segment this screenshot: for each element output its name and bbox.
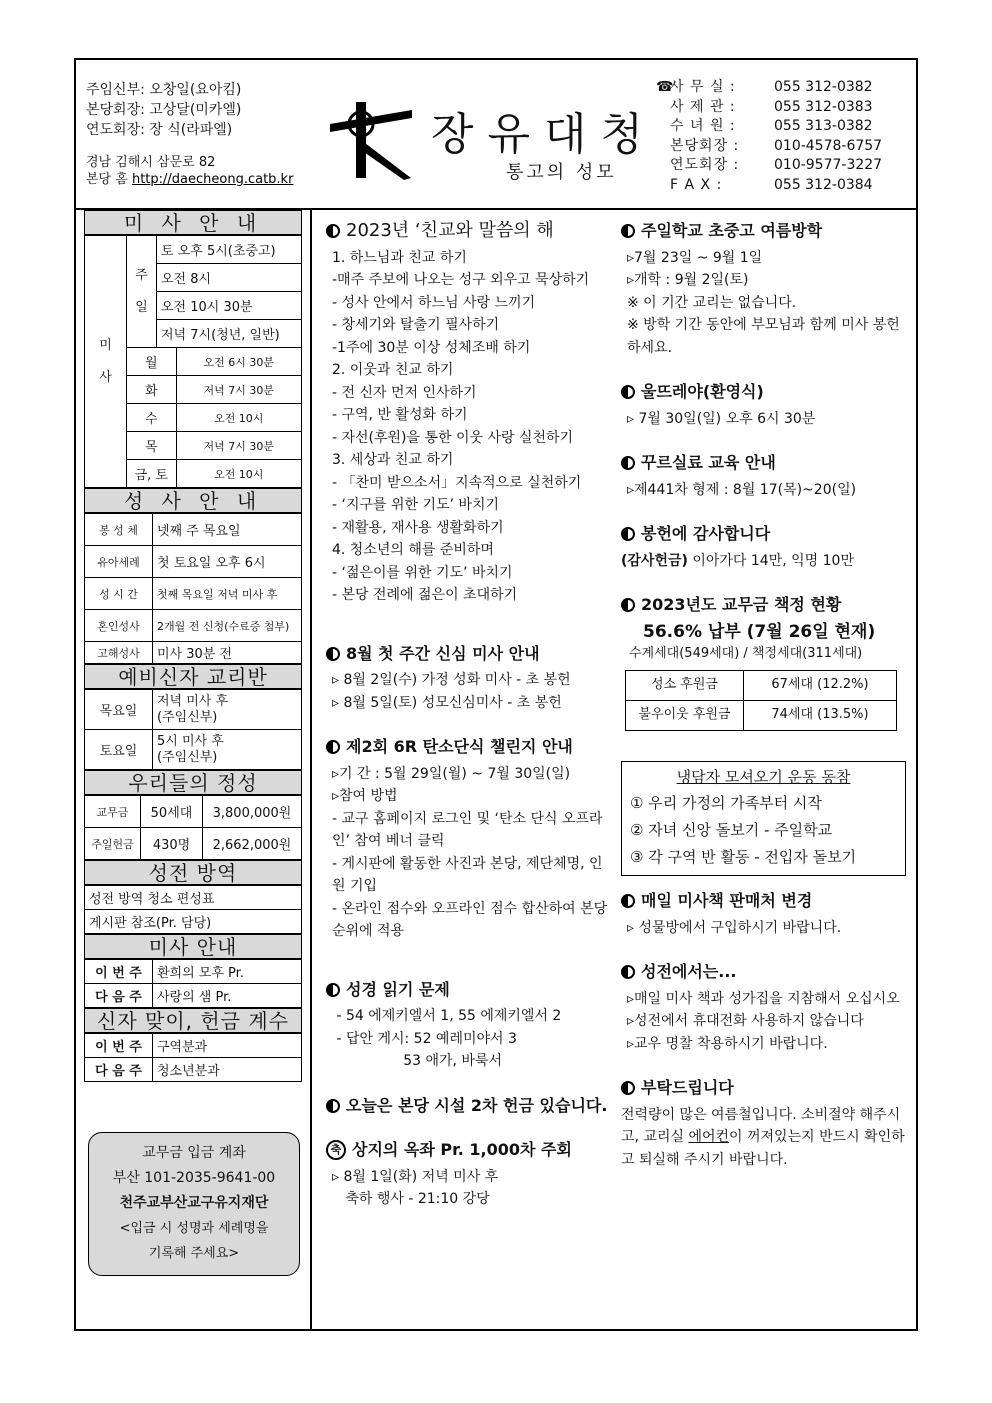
offering-name: 주일헌금 bbox=[85, 828, 141, 860]
text-line: 축하 행사 - 21:10 강당 bbox=[332, 1191, 490, 1207]
account-number: 부산 101-2035-9641-00 bbox=[112, 1170, 276, 1186]
sacrament-info: 첫째 목요일 저녁 미사 후 bbox=[153, 578, 302, 610]
section-body bbox=[621, 988, 906, 1056]
text-line: ▹ 성물방에서 구입하시기 바랍니다. bbox=[627, 919, 842, 936]
weekday-name: 수 bbox=[127, 404, 177, 432]
defense-line: 게시판 참조(Pr. 담당) bbox=[85, 910, 302, 934]
bulletin-frame bbox=[74, 58, 918, 1331]
section-cursillo bbox=[621, 452, 906, 501]
text-line: 2. 이웃과 친교 하기 bbox=[332, 362, 454, 378]
text-line: ▹매일 미사 책과 성가집을 지참해서 오십시오 bbox=[627, 990, 900, 1007]
text-line: - 답안 게시: 52 예레미야서 3 bbox=[332, 1030, 517, 1047]
text-line: - 54 에제키엘서 1, 55 에제키엘서 2 bbox=[332, 1008, 562, 1024]
text-line: - ‘젊은이를 위한 기도’ 바치기 bbox=[332, 564, 513, 581]
request-text-post: 이 꺼져있는지 반드시 확인하고 퇴실해 주시기 바랍니다. bbox=[621, 1129, 905, 1168]
text-line: 3. 세상과 친교 하기 bbox=[332, 452, 454, 468]
contact-value: 055 312-0383 bbox=[774, 98, 873, 115]
defense-table bbox=[84, 885, 302, 934]
text-line: ※ 방학 기간 동안에 부모님과 함께 미사 봉헌하세요. bbox=[627, 317, 900, 356]
half-circle-icon bbox=[326, 740, 340, 754]
text-line: ▹참여 방법 bbox=[332, 788, 398, 804]
header bbox=[76, 60, 916, 210]
campaign-line: ③ 각 구역 반 활동 - 전입자 돌보기 bbox=[630, 848, 857, 866]
half-circle-icon bbox=[326, 1099, 340, 1113]
section-body bbox=[621, 247, 906, 360]
telephone-icon bbox=[656, 137, 670, 157]
section-title bbox=[326, 736, 616, 759]
mass-section-title: 미 사 안 내 bbox=[84, 210, 302, 235]
text-line: - 본당 전례에 젊은이 초대하기 bbox=[332, 587, 518, 603]
weekday-time: 오전 10시 bbox=[176, 460, 301, 488]
section-title bbox=[621, 220, 906, 243]
text-line: - 창세기와 탈출기 필사하기 bbox=[332, 317, 500, 333]
right-column bbox=[621, 220, 906, 1193]
request-text-underlined: 에어컨 bbox=[688, 1129, 730, 1145]
section-praesidium bbox=[326, 1139, 616, 1211]
campaign-title: 냉담자 모셔오기 운동 동참 bbox=[676, 767, 851, 786]
text-line: - 구역, 반 활성화 하기 bbox=[332, 407, 468, 423]
text-line: 1. 하느님과 친교 하기 bbox=[332, 249, 467, 266]
defense-section-title: 성전 방역 bbox=[84, 860, 302, 885]
address: 경남 김해시 삼문로 82 bbox=[86, 155, 216, 170]
telephone-icon bbox=[656, 117, 670, 137]
weekday-time: 저녁 7시 30분 bbox=[176, 432, 301, 460]
contact-row bbox=[656, 78, 882, 98]
section-title-text: 봉헌에 감사합니다 bbox=[641, 524, 771, 543]
text-line: - 재활용, 재사용 생활화하기 bbox=[332, 519, 504, 536]
section-carbon bbox=[326, 736, 616, 943]
sunday-row: 오전 10시 30분 bbox=[157, 292, 302, 320]
offering-count: 50세대 bbox=[141, 796, 203, 828]
catechumen-info: 저녁 미사 후 (주임신부) bbox=[153, 690, 302, 730]
request-text-pre: 전력량이 많은 여름철입니다. 소비절약 해주시고, 교리실 bbox=[621, 1106, 901, 1145]
support-value: 67세대 (12.2%) bbox=[744, 670, 897, 700]
offering-table bbox=[84, 795, 302, 860]
campaign-line: ① 우리 가정의 가족부터 시작 bbox=[630, 794, 822, 812]
half-circle-icon bbox=[621, 894, 635, 908]
half-circle-icon bbox=[621, 965, 635, 979]
section-title bbox=[326, 1139, 616, 1162]
section-title-text: 성경 읽기 문제 bbox=[346, 979, 450, 999]
section-body bbox=[326, 1005, 616, 1073]
offering-section-title: 우리들의 정성 bbox=[84, 770, 302, 795]
left-column bbox=[84, 210, 302, 1082]
greet-when: 다 음 주 bbox=[85, 1058, 153, 1082]
contact-row bbox=[656, 117, 882, 137]
contact-row bbox=[656, 156, 882, 176]
section-title-text: 주일학교 초중고 여름방학 bbox=[641, 221, 823, 240]
defense-line: 성전 방역 청소 편성표 bbox=[85, 886, 302, 910]
contact-value: 010-4578-6757 bbox=[774, 137, 883, 154]
mass2-when: 이 번 주 bbox=[85, 960, 153, 984]
section-title-text: 제2회 6R 탄소단식 챌린지 안내 bbox=[346, 737, 573, 756]
text-line: ▹개학 : 9월 2일(토) bbox=[627, 272, 749, 288]
text-line: ※ 이 기간 교리는 없습니다. bbox=[627, 294, 797, 311]
half-circle-icon bbox=[621, 456, 635, 470]
support-name: 성소 후원금 bbox=[626, 670, 744, 700]
contact-label: 사 제 관 : bbox=[670, 98, 736, 115]
homepage bbox=[86, 171, 293, 188]
sacrament-name: 유아세례 bbox=[85, 546, 153, 578]
contact-row bbox=[656, 176, 882, 196]
text-line: ▹7월 23일 ~ 9월 1일 bbox=[627, 249, 763, 266]
section-body bbox=[621, 479, 906, 502]
mass2-what: 사랑의 샘 Pr. bbox=[153, 984, 302, 1008]
section-thanks bbox=[621, 523, 906, 572]
weekday-time: 오전 10시 bbox=[176, 404, 301, 432]
text-line: ▹ 8월 5일(토) 성모신심미사 - 초 봉헌 bbox=[332, 694, 562, 711]
sunday-label: 주 일 bbox=[127, 236, 157, 348]
section-title bbox=[621, 890, 906, 913]
mass2-when: 다 음 주 bbox=[85, 984, 153, 1008]
campaign-box bbox=[621, 761, 906, 877]
greet-when: 이 번 주 bbox=[85, 1034, 153, 1058]
campaign-line: ② 자녀 신앙 돌보기 - 주일학교 bbox=[630, 821, 833, 839]
sunday-row: 오전 8시 bbox=[157, 264, 302, 292]
thanks-label: (감사헌금) bbox=[621, 552, 688, 569]
greet-what: 청소년분과 bbox=[153, 1058, 302, 1082]
contact-value: 010-9577-3227 bbox=[774, 157, 883, 173]
telephone-icon bbox=[656, 98, 670, 118]
section-bible bbox=[326, 979, 616, 1073]
section-request bbox=[621, 1077, 906, 1171]
section-title-text: 오늘은 본당 시설 2차 헌금 있습니다. bbox=[346, 1095, 608, 1115]
catechumen-table bbox=[84, 689, 302, 770]
text-line: ▹ 7월 30일(일) 오후 6시 30분 bbox=[627, 410, 816, 427]
sacrament-info: 첫 토요일 오후 6시 bbox=[153, 546, 302, 578]
section-body bbox=[326, 669, 616, 714]
catechumen-day: 토요일 bbox=[85, 730, 153, 770]
section-missal bbox=[621, 890, 906, 939]
offering-name: 교무금 bbox=[85, 796, 141, 828]
bulletin-title: 장유대청 bbox=[431, 109, 658, 160]
thanks-line bbox=[621, 550, 906, 573]
text-line: - ‘지구를 위한 기도’ 바치기 bbox=[332, 497, 499, 513]
section-year-theme bbox=[326, 220, 616, 607]
homepage-label: 본당 홈 bbox=[86, 172, 128, 187]
sacrament-name: 고해성사 bbox=[85, 642, 153, 664]
telephone-icon: ☎ bbox=[656, 79, 674, 95]
greet-table bbox=[84, 1033, 302, 1082]
council-head: 본당회장: 고상달(미카엘) bbox=[86, 102, 242, 118]
text-line: - 성사 안에서 하느님 사랑 느끼기 bbox=[332, 294, 536, 311]
section-title bbox=[621, 381, 906, 404]
sacrament-section-title: 성 사 안 내 bbox=[84, 488, 302, 513]
celebration-icon: 축 bbox=[326, 1140, 346, 1160]
section-title-text: 매일 미사책 판매처 변경 bbox=[641, 891, 813, 910]
sunday-row: 토 오후 5시(초중고) bbox=[157, 236, 302, 264]
header-left bbox=[86, 80, 293, 188]
section-title bbox=[621, 1077, 906, 1100]
text-line: 53 애가, 바룩서 bbox=[332, 1053, 502, 1069]
text-line: - 「찬미 받으소서」지속적으로 실천하기 bbox=[332, 474, 582, 491]
catechumen-section-title: 예비신자 교리반 bbox=[84, 664, 302, 689]
section-title bbox=[621, 452, 906, 475]
section-title-text: 8월 첫 주간 신심 미사 안내 bbox=[346, 643, 540, 663]
mass-label: 미 사 bbox=[85, 236, 127, 488]
sacrament-info: 넷째 주 목요일 bbox=[153, 514, 302, 546]
contact-label: 연도회장 : bbox=[670, 157, 740, 173]
account-note2: 기록해 주세요> bbox=[148, 1246, 240, 1261]
contact-value: 055 312-0382 bbox=[774, 79, 873, 95]
account-holder: 천주교부산교구유지재단 bbox=[119, 1195, 269, 1211]
section-body bbox=[621, 917, 906, 940]
sunday-row: 저녁 7시(청년, 일반) bbox=[157, 320, 302, 348]
text-line: - 교구 홈페이지 로그인 및 ‘탄소 단식 오프라인’ 참여 베너 클릭 bbox=[332, 810, 603, 849]
contact-label: 사 무 실 : bbox=[670, 79, 736, 95]
section-title bbox=[326, 643, 616, 666]
section-ultreya bbox=[621, 381, 906, 430]
section-title bbox=[326, 1095, 616, 1118]
account-title: 교무금 입금 계좌 bbox=[142, 1145, 246, 1161]
greet-what: 구역분과 bbox=[153, 1034, 302, 1058]
catechumen-day: 목요일 bbox=[85, 690, 153, 730]
sacrament-name: 봉 성 체 bbox=[85, 514, 153, 546]
text-line: ▹제441차 형제 : 8월 17(목)~20(일) bbox=[627, 481, 857, 498]
weekday-time: 오전 6시 30분 bbox=[176, 348, 301, 376]
contact-row bbox=[656, 137, 882, 157]
weekday-time: 저녁 7시 30분 bbox=[176, 376, 301, 404]
text-line: - 게시판에 활동한 사진과 본당, 제단체명, 인원 기입 bbox=[332, 855, 603, 894]
column-divider bbox=[310, 210, 312, 1331]
contact-value: 055 313-0382 bbox=[774, 118, 873, 134]
telephone-icon bbox=[656, 156, 670, 176]
text-line: ▹교우 명찰 착용하시기 바랍니다. bbox=[627, 1035, 828, 1052]
sacrament-name: 혼인성사 bbox=[85, 610, 153, 642]
section-title-text: 부탁드립니다 bbox=[641, 1078, 734, 1097]
section-body bbox=[621, 408, 906, 431]
mass2-section-title: 미사 안내 bbox=[84, 934, 302, 959]
sacrament-table bbox=[84, 513, 302, 664]
section-title-text: 상지의 옥좌 Pr. 1,000차 주회 bbox=[352, 1140, 572, 1159]
section-title-text: 2023년도 교무금 책정 현황 bbox=[641, 595, 842, 614]
support-table bbox=[625, 670, 897, 731]
section-body bbox=[326, 247, 616, 607]
mass2-table bbox=[84, 959, 302, 1008]
greet-section-title: 신자 맞이, 헌금 계수 bbox=[84, 1008, 302, 1033]
text-line: -1주에 30분 이상 성체조배 하기 bbox=[332, 339, 531, 356]
section-title bbox=[326, 979, 616, 1002]
section-second-collection bbox=[326, 1095, 616, 1118]
section-title bbox=[621, 523, 906, 546]
request-text bbox=[621, 1104, 906, 1172]
text-line: - 자선(후원)을 통한 이웃 사랑 실천하기 bbox=[332, 429, 574, 446]
text-line: ▹성전에서 휴대전화 사용하지 않습니다 bbox=[627, 1013, 864, 1029]
bulletin-subtitle: 통고의 성모 bbox=[506, 162, 617, 183]
telephone-icon bbox=[656, 176, 670, 196]
offering-amount: 2,662,000원 bbox=[203, 828, 302, 860]
mass-table bbox=[84, 235, 302, 488]
section-title-text: 꾸르실료 교육 안내 bbox=[641, 453, 776, 472]
account-note1: <입금 시 성명과 세례명을 bbox=[119, 1221, 269, 1236]
offering-amount: 3,800,000원 bbox=[203, 796, 302, 828]
half-circle-icon bbox=[326, 224, 340, 238]
mass2-what: 환희의 모후 Pr. bbox=[153, 960, 302, 984]
half-circle-icon bbox=[621, 224, 635, 238]
section-title-text: 울뜨레야(환영식) bbox=[641, 382, 764, 401]
middle-column bbox=[326, 220, 616, 1233]
offering-count: 430명 bbox=[141, 828, 203, 860]
section-august-mass bbox=[326, 643, 616, 715]
section-title-text: 성전에서는... bbox=[641, 962, 737, 981]
section-title bbox=[621, 961, 906, 984]
contact-label: 본당회장 : bbox=[670, 137, 740, 154]
thanks-text: 이아가다 14만, 익명 10만 bbox=[687, 552, 854, 569]
text-line: ▹기 간 : 5월 29일(월) ~ 7월 30일(일) bbox=[332, 765, 571, 782]
sacrament-name: 성 시 간 bbox=[85, 578, 153, 610]
half-circle-icon bbox=[326, 647, 340, 661]
half-circle-icon bbox=[621, 598, 635, 612]
section-title bbox=[326, 220, 616, 243]
half-circle-icon bbox=[621, 527, 635, 541]
text-line: - 온라인 점수와 오프라인 점수 합산하여 본당 순위에 적용 bbox=[332, 900, 608, 939]
contact-row bbox=[656, 98, 882, 118]
text-line: - 전 신자 먼저 인사하기 bbox=[332, 384, 477, 401]
section-body bbox=[326, 763, 616, 943]
weekday-name: 금, 토 bbox=[127, 460, 177, 488]
support-name: 불우이웃 후원금 bbox=[626, 700, 744, 730]
district-head: 연도회장: 장 식(라파엘) bbox=[86, 122, 233, 138]
weekday-name: 화 bbox=[127, 376, 177, 404]
address-block bbox=[86, 154, 293, 188]
half-circle-icon bbox=[621, 1081, 635, 1095]
section-title bbox=[621, 594, 906, 617]
dues-percent: 56.6% 납부 (7월 26일 현재) bbox=[643, 621, 876, 642]
half-circle-icon bbox=[326, 983, 340, 997]
text-line: ▹ 8월 2일(수) 가정 성화 미사 - 초 봉헌 bbox=[332, 672, 571, 688]
contact-label: 수 녀 원 : bbox=[670, 118, 736, 134]
text-line: -매주 주보에 나오는 성구 외우고 묵상하기 bbox=[332, 272, 590, 288]
support-value: 74세대 (13.5%) bbox=[744, 700, 897, 730]
text-line: 4. 청소년의 해를 준비하며 bbox=[332, 542, 494, 558]
section-title-text: 2023년 ‘친교와 말씀의 해 bbox=[346, 220, 554, 241]
section-body bbox=[326, 1166, 616, 1211]
contact-value: 055 312-0384 bbox=[774, 176, 873, 193]
account-box bbox=[88, 1132, 300, 1276]
dues-sub: 수계세대(549세대) / 책정세대(311세대) bbox=[629, 646, 863, 661]
pastor: 주임신부: 오창일(요아킴) bbox=[86, 82, 242, 98]
homepage-link[interactable]: http://daecheong.catb.kr bbox=[131, 172, 294, 187]
weekday-name: 월 bbox=[127, 348, 177, 376]
contact-label: F A X : bbox=[670, 176, 723, 193]
catechumen-info: 5시 미사 후 (주임신부) bbox=[153, 730, 302, 770]
sacrament-info: 2개월 전 신청(수료증 첨부) bbox=[153, 610, 302, 642]
contacts bbox=[656, 78, 882, 195]
weekday-name: 목 bbox=[127, 432, 177, 460]
section-in-church bbox=[621, 961, 906, 1055]
section-summer-break bbox=[621, 220, 906, 359]
sacrament-info: 미사 30분 전 bbox=[153, 642, 302, 664]
text-line: ▹ 8월 1일(화) 저녁 미사 후 bbox=[332, 1168, 499, 1185]
section-dues bbox=[621, 594, 906, 731]
cross-logo-icon bbox=[326, 100, 416, 180]
half-circle-icon bbox=[621, 385, 635, 399]
